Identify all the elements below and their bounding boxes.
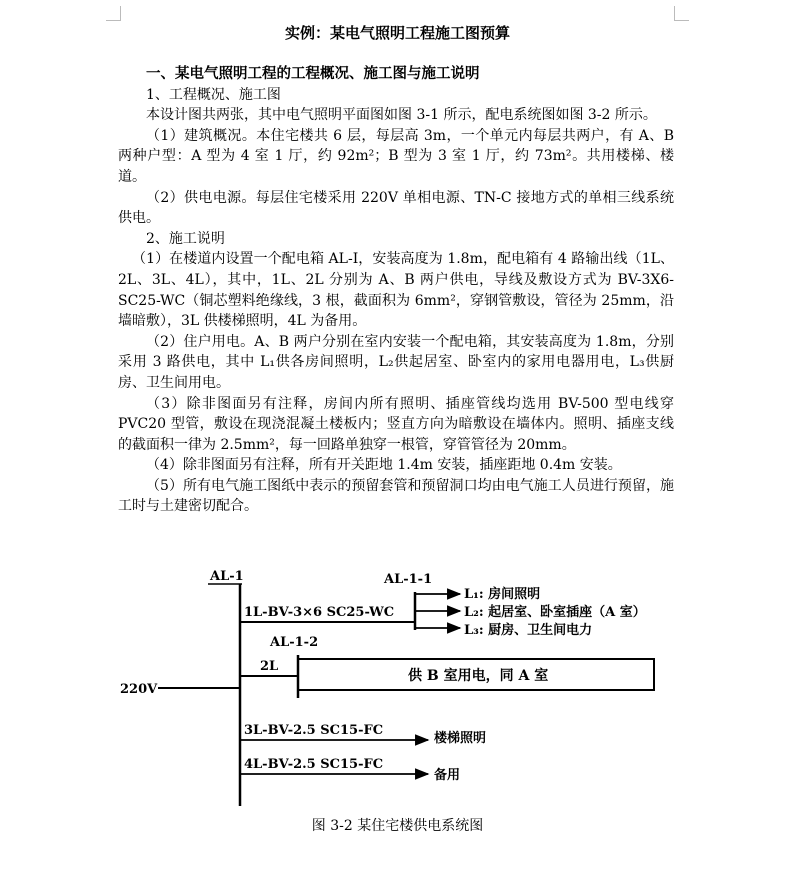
crop-mark-right (674, 6, 689, 21)
out-stair-label: 楼梯照明 (434, 731, 487, 746)
source-label: 220V (120, 682, 158, 697)
sub-panel-a-label: AL-1-1 (384, 572, 433, 587)
document-body (118, 64, 674, 517)
out1-label: L₁: 房间照明 (464, 587, 541, 602)
out2-label: L₂: 起居室、卧室插座（A 室） (464, 605, 646, 620)
paragraph-reservation: （5）所有电气施工图纸中表示的预留套管和预留洞口均由电气施工人员进行预留，施工时与土建密切配合。 (118, 477, 674, 515)
sub-panel-b-label: AL-1-2 (270, 635, 319, 650)
figure-caption: 图 3-2 某住宅楼供电系统图 (311, 818, 484, 834)
crop-mark-left (106, 6, 121, 21)
supply-system-diagram (110, 560, 690, 818)
line4-label: 4L-BV-2.5 SC15-FC (244, 757, 384, 772)
paragraph-drawings: 本设计图共两张，其中电气照明平面图如图 3-1 所示，配电系统图如图 3-2 所示。 (146, 107, 657, 124)
line1-label: 1L-BV-3×6 SC25-WC (244, 605, 395, 620)
paragraph-power-source: （2）供电电源。每层住宅楼采用 220V 单相电源、TN-C 接地方式的单相三线系统供电。 (118, 189, 674, 227)
subsection-instructions: 2、施工说明 (146, 230, 225, 247)
out-spare-label: 备用 (434, 768, 461, 783)
panel-label: AL-1 (210, 569, 244, 584)
out3-label: L₃: 厨房、卫生间电力 (464, 623, 593, 638)
line2-label: 2L (260, 659, 279, 674)
paragraph-distribution-box: （1）在楼道内设置一个配电箱 AL-I，安装高度为 1.8m，配电箱有 4 路输出线（1L、2L、3L、4L），其中，1L、2L 分别为 A、B 两户供电，导线及敷设方式为 BV-3X6-SC25-WC（铜芯塑料绝缘线，3 根，截面积为 6mm²，穿钢管敷设，管径为 25mm，沿墙暗敷），3L 供楼梯照明，4L 为备用。 (118, 251, 674, 330)
paragraph-wiring: （3）除非图面另有注释，房间内所有照明、插座管线均选用 BV-500 型电线穿 PVC20 型管，敷设在现浇混凝土楼板内；竖直方向为暗敷设在墙体内。照明、插座支线的截面积一律为 2.5mm²，每一回路单独穿一根管，穿管管径为 20mm。 (118, 395, 674, 453)
paragraph-household: （2）住户用电。A、B 两户分别在室内安装一个配电箱，其安装高度为 1.8m，分别采用 3 路供电，其中 L₁供各房间照明，L₂供起居室、卧室内的家用电器用电，L₃供厨房、卫生间用电。 (118, 333, 674, 391)
subsection-overview: 1、工程概况、施工图 (146, 86, 281, 103)
diagram-svg (110, 560, 690, 818)
paragraph-switch-height: （4）除非图面另有注释，所有开关距地 1.4m 安装，插座距地 0.4m 安装。 (146, 457, 622, 474)
b-unit-label: 供 B 室用电，同 A 室 (408, 668, 549, 684)
line3-label: 3L-BV-2.5 SC15-FC (244, 723, 384, 738)
section-heading: 一、某电气照明工程的工程概况、施工图与施工说明 (146, 66, 480, 82)
document-title: 实例：某电气照明工程施工图预算 (284, 24, 510, 42)
paragraph-building: （1）建筑概况。本住宅楼共 6 层，每层高 3m，一个单元内每层共两户，有 A、B 两种户型：A 型为 4 室 1 厅，约 92m²；B 型为 3 室 1 厅，约 73m²。共用楼梯、楼道。 (118, 127, 674, 185)
